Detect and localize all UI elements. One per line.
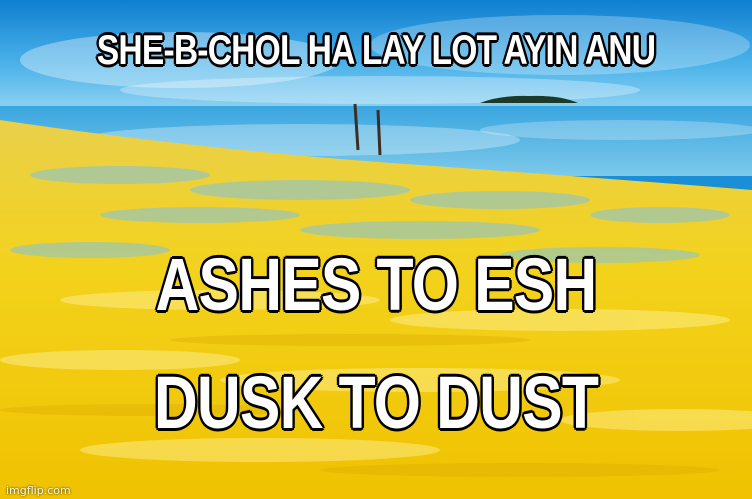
top-caption: SHE-B-CHOL HA LAY LOT AYIN ANU [96,26,656,73]
bottom-caption-line-2: DUSK TO DUST [153,361,599,444]
bottom-caption-line-1: ASHES TO ESH [155,243,597,326]
imgflip-watermark: imgflip.com [6,484,71,497]
